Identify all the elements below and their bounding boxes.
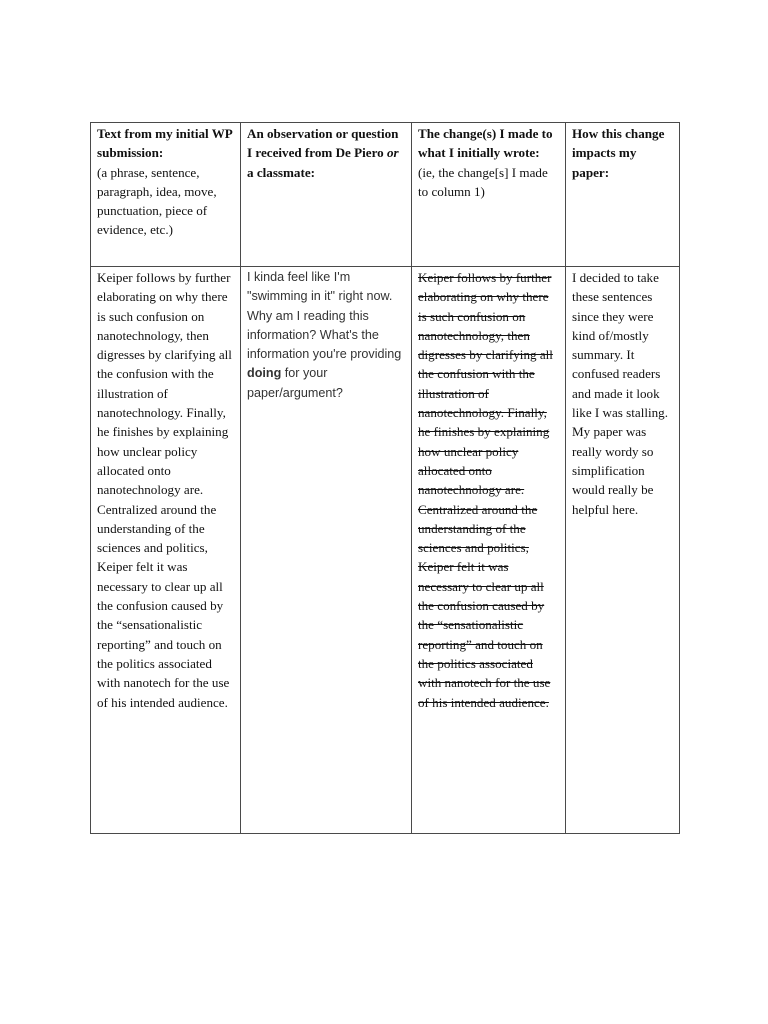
- cell-observation: [241, 267, 412, 834]
- cell-changes: [412, 267, 566, 834]
- header-cell-impact: [566, 123, 680, 267]
- header-changes-title: The change(s) I made to what I initially wrote:: [418, 126, 553, 161]
- struck-through-text: Keiper follows by further elaborating on why there is such confusion on nanotechnology, then digresses by clarifying all the confusion with the illustration of nanotechnology. Finally, he finishes by explaining how unclear policy allocated onto nanotechnology are. Centralized around the understanding of the sciences and politics, Keiper felt it was necessary to clear up all the confusion caused by the “sensationalistic reporting” and touch on the politics associated with nanotech for the use of his intended audience.: [418, 270, 553, 710]
- cell-initial-text: Keiper follows by further elaborating on why there is such confusion on nanotechnology, then digresses by clarifying all the confusion with the illustration of nanotechnology. Finally, he finishes by explaining how unclear policy allocated onto nanotechnology are. Centralized around the understanding of the sciences and politics, Keiper felt it was necessary to clear up all the confusion caused by the “sensationalistic reporting” and touch on the politics associated with nanotech for the use of his intended audience.: [91, 267, 241, 834]
- table-header-row: [91, 123, 680, 267]
- header-observation-or: or: [386, 145, 399, 161]
- observation-text-emphasis: doing: [247, 366, 282, 381]
- header-cell-initial-text: [91, 123, 241, 267]
- header-initial-text-hint: (a phrase, sentence, paragraph, idea, move, punctuation, piece of evidence, etc.): [97, 164, 217, 238]
- header-cell-changes: [412, 123, 566, 267]
- header-initial-text-title: Text from my initial WP submission:: [97, 126, 233, 161]
- observation-text-after: for your paper/argument?: [247, 366, 343, 400]
- header-observation-title-a: An observation or question I received from De Piero: [247, 126, 399, 161]
- header-observation-title-b: a classmate:: [247, 164, 315, 180]
- header-cell-observation: [241, 123, 412, 267]
- table-row: [91, 267, 680, 834]
- header-changes-hint: (ie, the change[s] I made to column 1): [418, 164, 548, 199]
- revision-table: [90, 122, 680, 834]
- cell-impact: I decided to take these sentences since they were kind of/mostly summary. It confused readers and made it look like I was stalling. My paper was really wordy so simplification would really be helpful here.: [566, 267, 680, 834]
- header-impact-title: How this change impacts my paper:: [572, 126, 665, 180]
- observation-text-before: I kinda feel like I'm "swimming in it" right now. Why am I reading this information? What's the information you're providing: [247, 270, 402, 362]
